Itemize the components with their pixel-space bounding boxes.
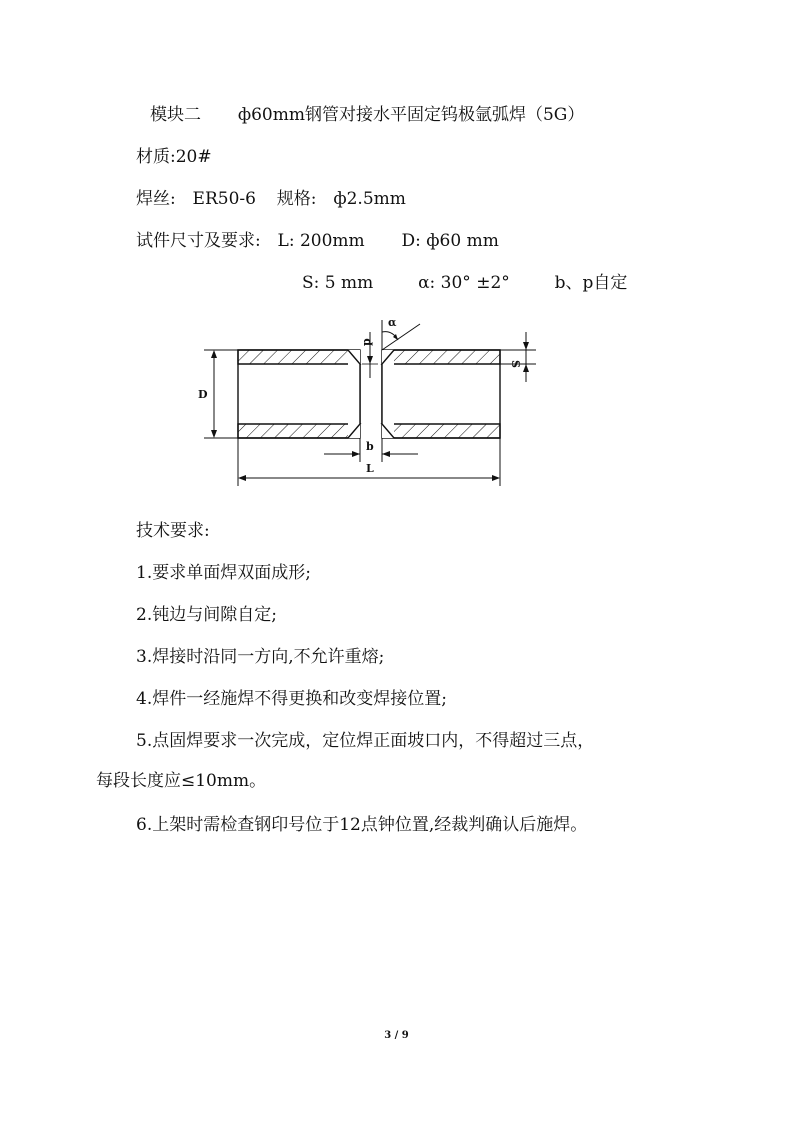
specimen-length: L: 200mm xyxy=(277,231,365,251)
label-D: D xyxy=(198,388,208,401)
module-title xyxy=(150,104,584,126)
module-title-text: ф60mm钢管对接水平固定钨极氩弧焊（5G） xyxy=(237,105,585,125)
specimen-angle: α: 30° ±2° xyxy=(418,273,510,293)
requirement-item: 5.点固焊要求一次完成，定位焊正面坡口内，不得超过三点， xyxy=(136,731,595,751)
requirement-item: 4.焊件一经施焊不得更换和改变焊接位置; xyxy=(136,689,447,709)
module-title-prefix: 模块二 xyxy=(150,105,201,125)
requirement-item: 6.上架时需检查钢印号位于12点钟位置,经裁判确认后施焊。 xyxy=(136,815,588,835)
label-S: S xyxy=(509,360,522,368)
material-line: 材质:20# xyxy=(136,147,212,167)
requirements-heading: 技术要求: xyxy=(136,521,210,541)
requirement-item: 1.要求单面焊双面成形; xyxy=(136,563,311,583)
wire-spec-label: 规格: xyxy=(276,189,317,209)
label-b: b xyxy=(366,440,374,453)
specimen-thickness: S: 5 mm xyxy=(302,273,374,293)
requirement-item-continued: 每段长度应≤10mm。 xyxy=(96,771,267,791)
specimen-line xyxy=(136,230,499,252)
requirement-item: 3.焊接时沿同一方向,不允许重熔; xyxy=(136,647,385,667)
dimension-D xyxy=(198,350,238,438)
requirement-item: 2.钝边与间隙自定; xyxy=(136,605,277,625)
specimen-line-2 xyxy=(302,272,627,294)
label-alpha: α xyxy=(388,316,397,329)
specimen-diameter: D: ф60 mm xyxy=(401,231,499,251)
wire-spec-value: ф2.5mm xyxy=(333,189,406,209)
dimension-b xyxy=(324,438,418,462)
right-pipe xyxy=(382,350,500,438)
specimen-bp: b、p自定 xyxy=(554,273,628,293)
label-L: L xyxy=(366,462,374,475)
left-pipe xyxy=(238,350,360,438)
specimen-label: 试件尺寸及要求: xyxy=(136,231,261,251)
dimension-alpha xyxy=(382,316,420,350)
dimension-S xyxy=(500,332,536,382)
dimension-p xyxy=(360,332,378,378)
wire-value: ER50-6 xyxy=(192,189,256,209)
pipe-joint-drawing xyxy=(190,310,550,495)
label-p: p xyxy=(360,338,373,346)
wire-line xyxy=(136,188,406,210)
page-number: 3 / 9 xyxy=(384,1030,409,1041)
wire-label: 焊丝: xyxy=(136,189,176,209)
